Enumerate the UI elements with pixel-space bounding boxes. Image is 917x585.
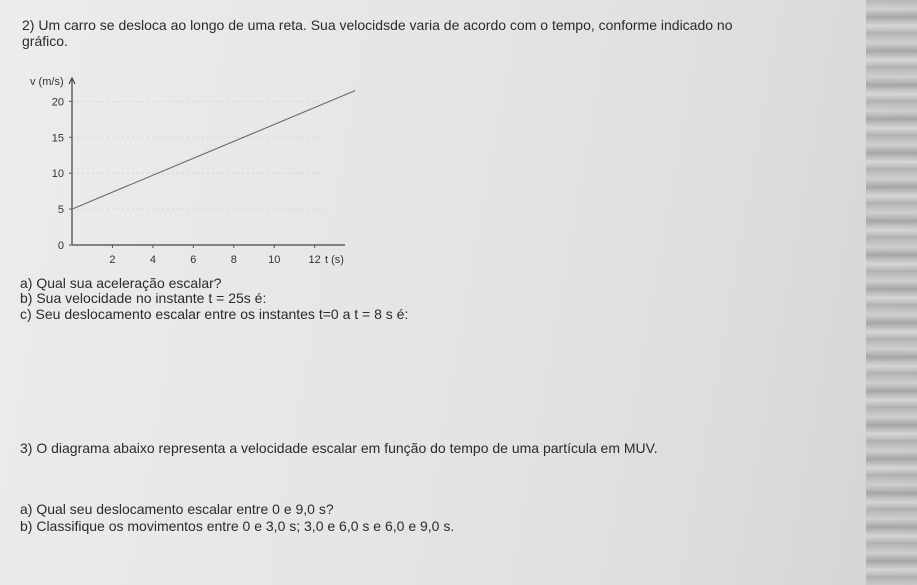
q2-heading: 2) Um carro se desloca ao longo de uma reta. Sua velocidsde varia de acordo com o tempo, conforme indicado no	[22, 17, 733, 33]
x-tick-label: 10	[268, 254, 281, 266]
x-axis-label: t (s)	[325, 254, 344, 266]
q3-item-b: b) Classifique os movimentos entre 0 e 3,0 s; 3,0 e 6,0 s e 6,0 e 9,0 s.	[20, 518, 455, 534]
x-tick-label: 4	[149, 254, 156, 266]
velocity-time-chart	[0, 52, 360, 277]
q2-item-c: c) Seu deslocamento escalar entre os instantes t=0 a t = 8 s é:	[20, 306, 409, 322]
y-tick-label: 5	[57, 204, 64, 217]
velocity-line	[72, 91, 355, 210]
y-tick-label: 15	[51, 132, 64, 145]
y-tick-label: 10	[51, 168, 64, 181]
x-tick-label: 8	[230, 254, 237, 266]
y-tick-label: 20	[51, 96, 64, 109]
x-tick-label: 2	[109, 254, 116, 266]
q3-item-a: a) Qual seu deslocamento escalar entre 0 e 9,0 s?	[20, 501, 334, 517]
x-tick-label: 6	[190, 254, 197, 266]
q2-heading-continuation: gráfico.	[22, 33, 68, 49]
y-tick-label: 0	[57, 240, 64, 252]
binding-edge	[866, 0, 917, 585]
x-tick-label: 12	[308, 254, 321, 266]
q3-heading: 3) O diagrama abaixo representa a velocidade escalar em função do tempo de uma partícula em MUV.	[20, 440, 658, 456]
q2-item-b: b) Sua velocidade no instante t = 25s é:	[20, 290, 267, 306]
q2-item-a: a) Qual sua aceleração escalar?	[20, 275, 222, 291]
y-axis-label: v (m/s)	[30, 76, 64, 88]
